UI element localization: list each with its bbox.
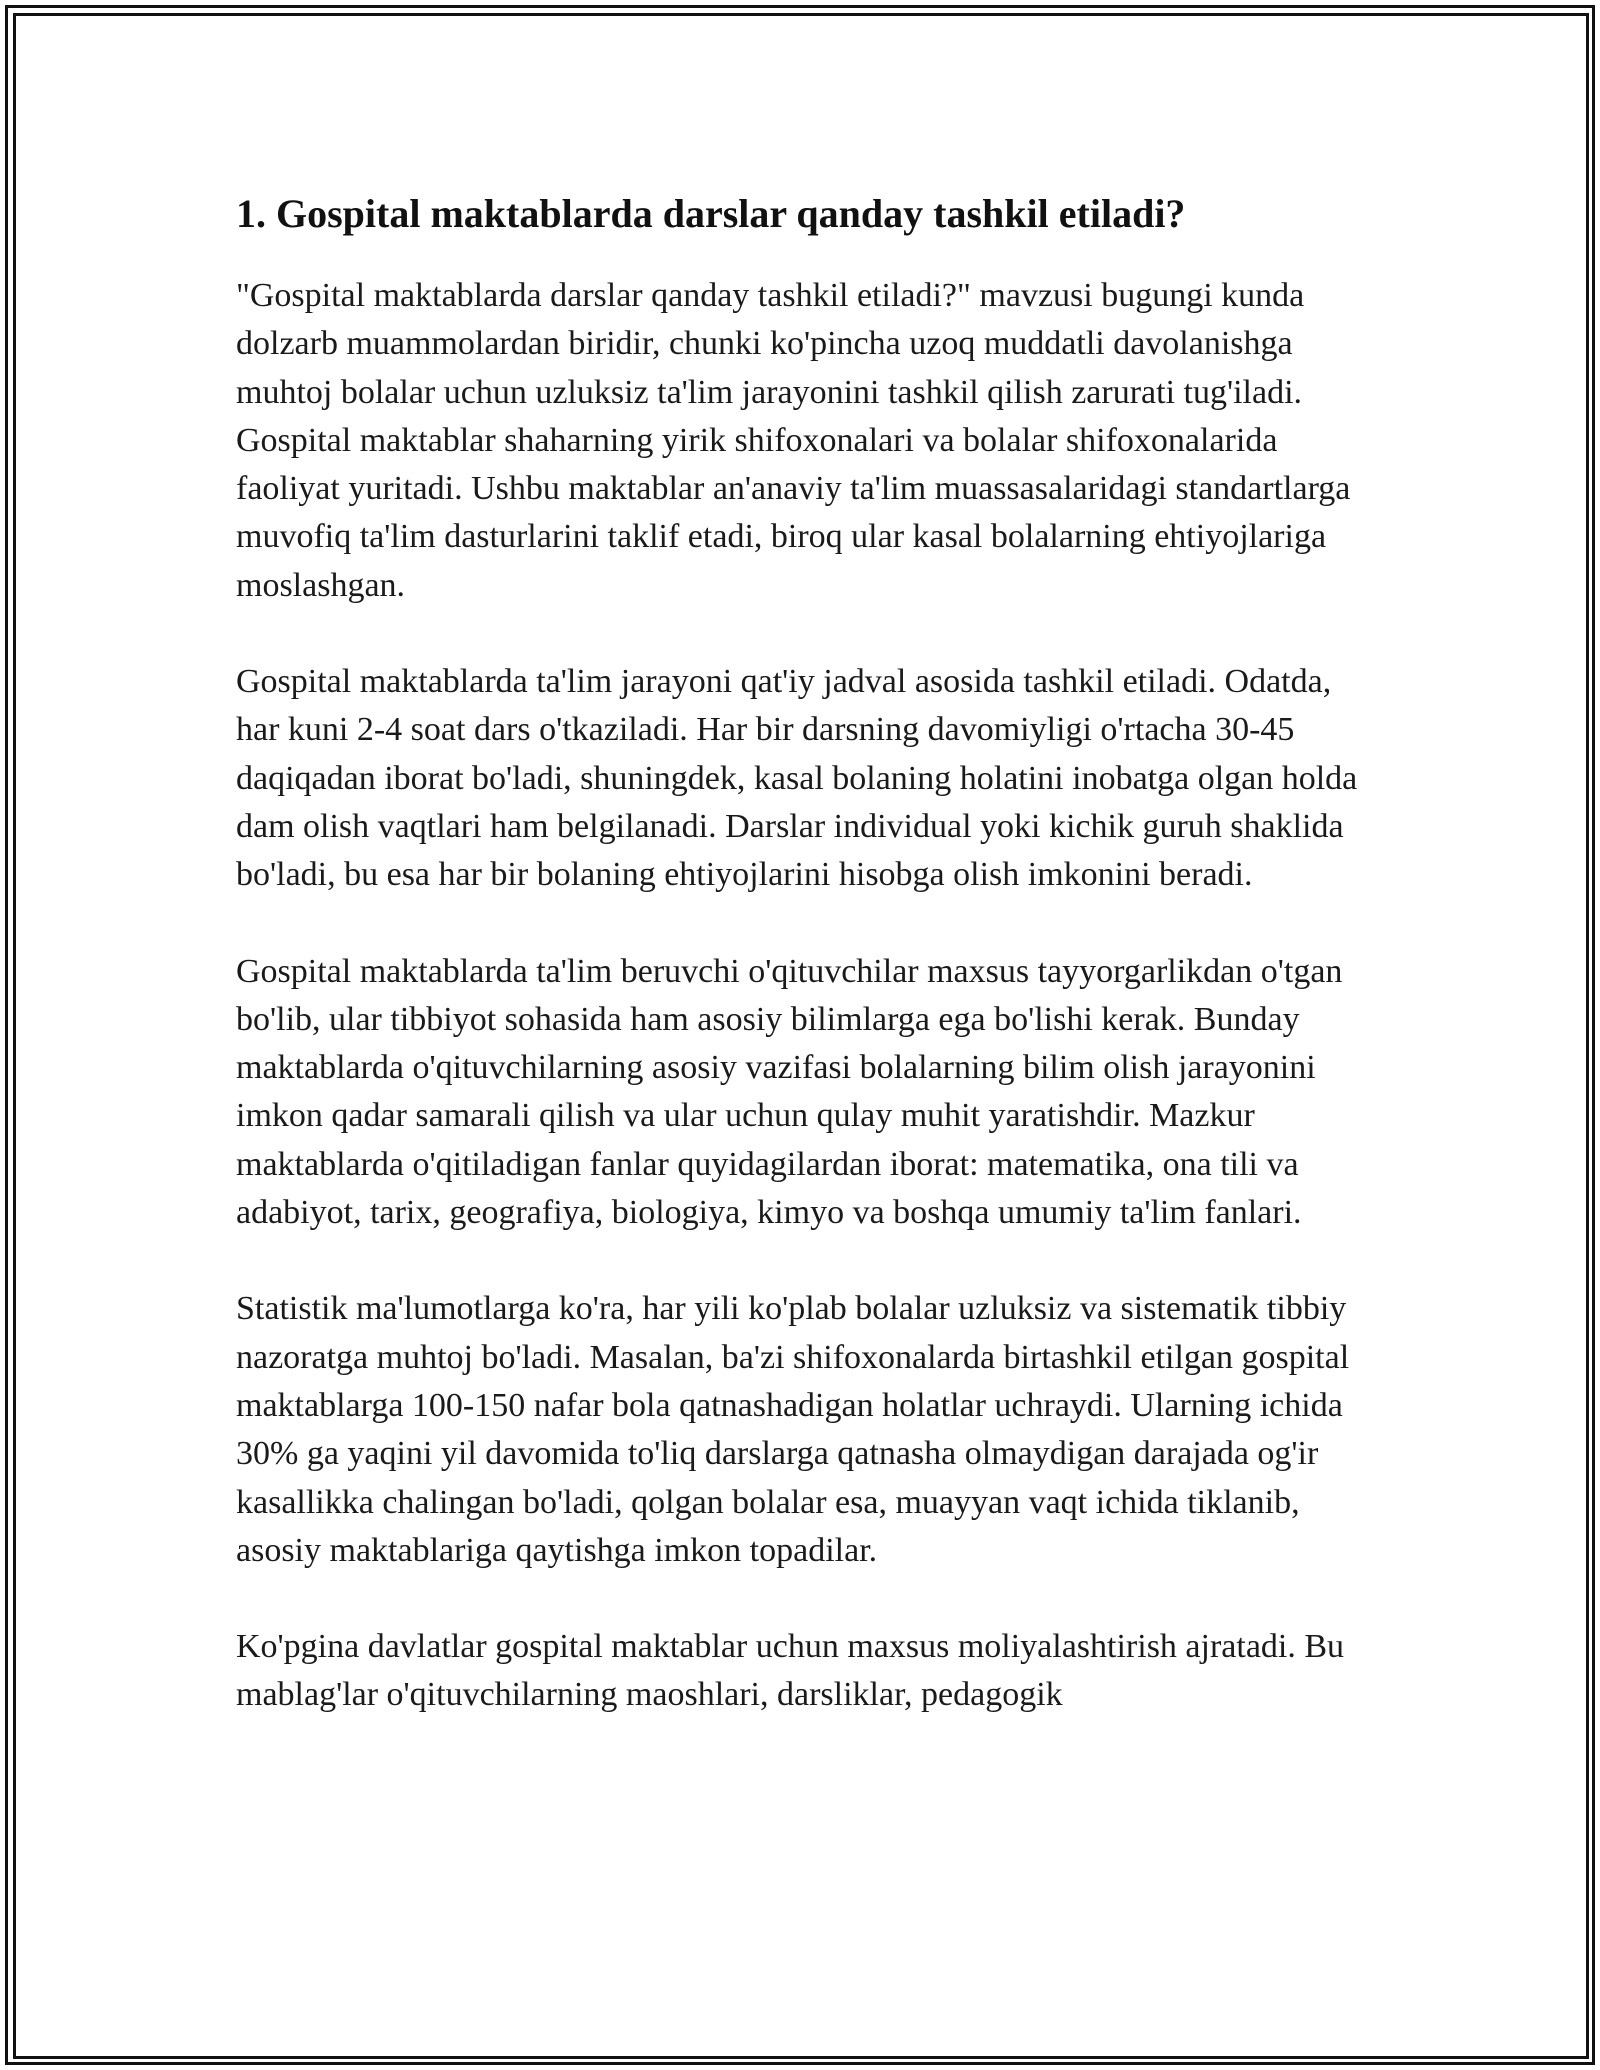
page-title: 1. Gospital maktablarda darslar qanday tashkil etiladi? [236,191,1186,236]
document-body [236,186,1376,1768]
paragraph-2: Gospital maktablarda ta'lim jarayoni qat'iy jadval asosida tashkil etiladi. Odatda, har kuni 2-4 soat dars o'tkaziladi. Har bir darsning davomiyligi o'rtacha 30-45 daqiqadan iborat bo'ladi, shuningdek, kasal bolaning holatini inobatga olgan holda dam olish vaqtlari ham belgilanadi. Darslar individual yoki kichik guruh shaklida bo'ladi, bu esa har bir bolaning ehtiyojlarini hisobga olish imkonini beradi. [236,663,1358,894]
paragraph-3: Gospital maktablarda ta'lim beruvchi o'qituvchilar maxsus tayyorgarlikdan o'tgan bo'lib, ular tibbiyot sohasida ham asosiy bilimlarga ega bo'lishi kerak. Bunday maktablarda o'qituvchilarning asosiy vazifasi bolalarning bilim olish jarayonini imkon qadar samarali qilish va ular uchun qulay muhit yaratishdir. Mazkur maktablarda o'qitiladigan fanlar quyidagilardan iborat: matematika, ona tili va adabiyot, tarix, geografiya, biologiya, kimyo va boshqa umumiy ta'lim fanlari. [236,952,1343,1232]
paragraph-5: Ko'pgina davlatlar gospital maktablar uchun maxsus moliyalashtirish ajratadi. Bu mablag'lar o'qituvchilarning maoshlari, darsliklar, pedagogik [236,1628,1345,1714]
paragraph-1: "Gospital maktablarda darslar qanday tashkil etiladi?" mavzusi bugungi kunda dolzarb muammolardan biridir, chunki ko'pincha uzoq muddatli davolanishga muhtoj bolalar uchun uzluksiz ta'lim jarayonini tashkil qilish zarurati tug'iladi. Gospital maktablar shaharning yirik shifoxonalari va bolalar shifoxonalarida faoliyat yuritadi. Ushbu maktablar an'anaviy ta'lim muassasalaridagi standartlarga muvofiq ta'lim dasturlarini taklif etadi, biroq ular kasal bolalarning ehtiyojlariga moslashgan. [236,277,1351,604]
paragraph-4: Statistik ma'lumotlarga ko'ra, har yili ko'plab bolalar uzluksiz va sistematik tibbiy nazoratga muhtoj bo'ladi. Masalan, ba'zi shifoxonalarda birtashkil etilgan gospital maktablarga 100-150 nafar bola qatnashadigan holatlar uchraydi. Ularning ichida 30% ga yaqini yil davomida to'liq darslarga qatnasha olmaydigan darajada og'ir kasallikka chalingan bo'ladi, qolgan bolalar esa, muayyan vaqt ichida tiklanib, asosiy maktablariga qaytishga imkon topadilar. [236,1290,1350,1569]
